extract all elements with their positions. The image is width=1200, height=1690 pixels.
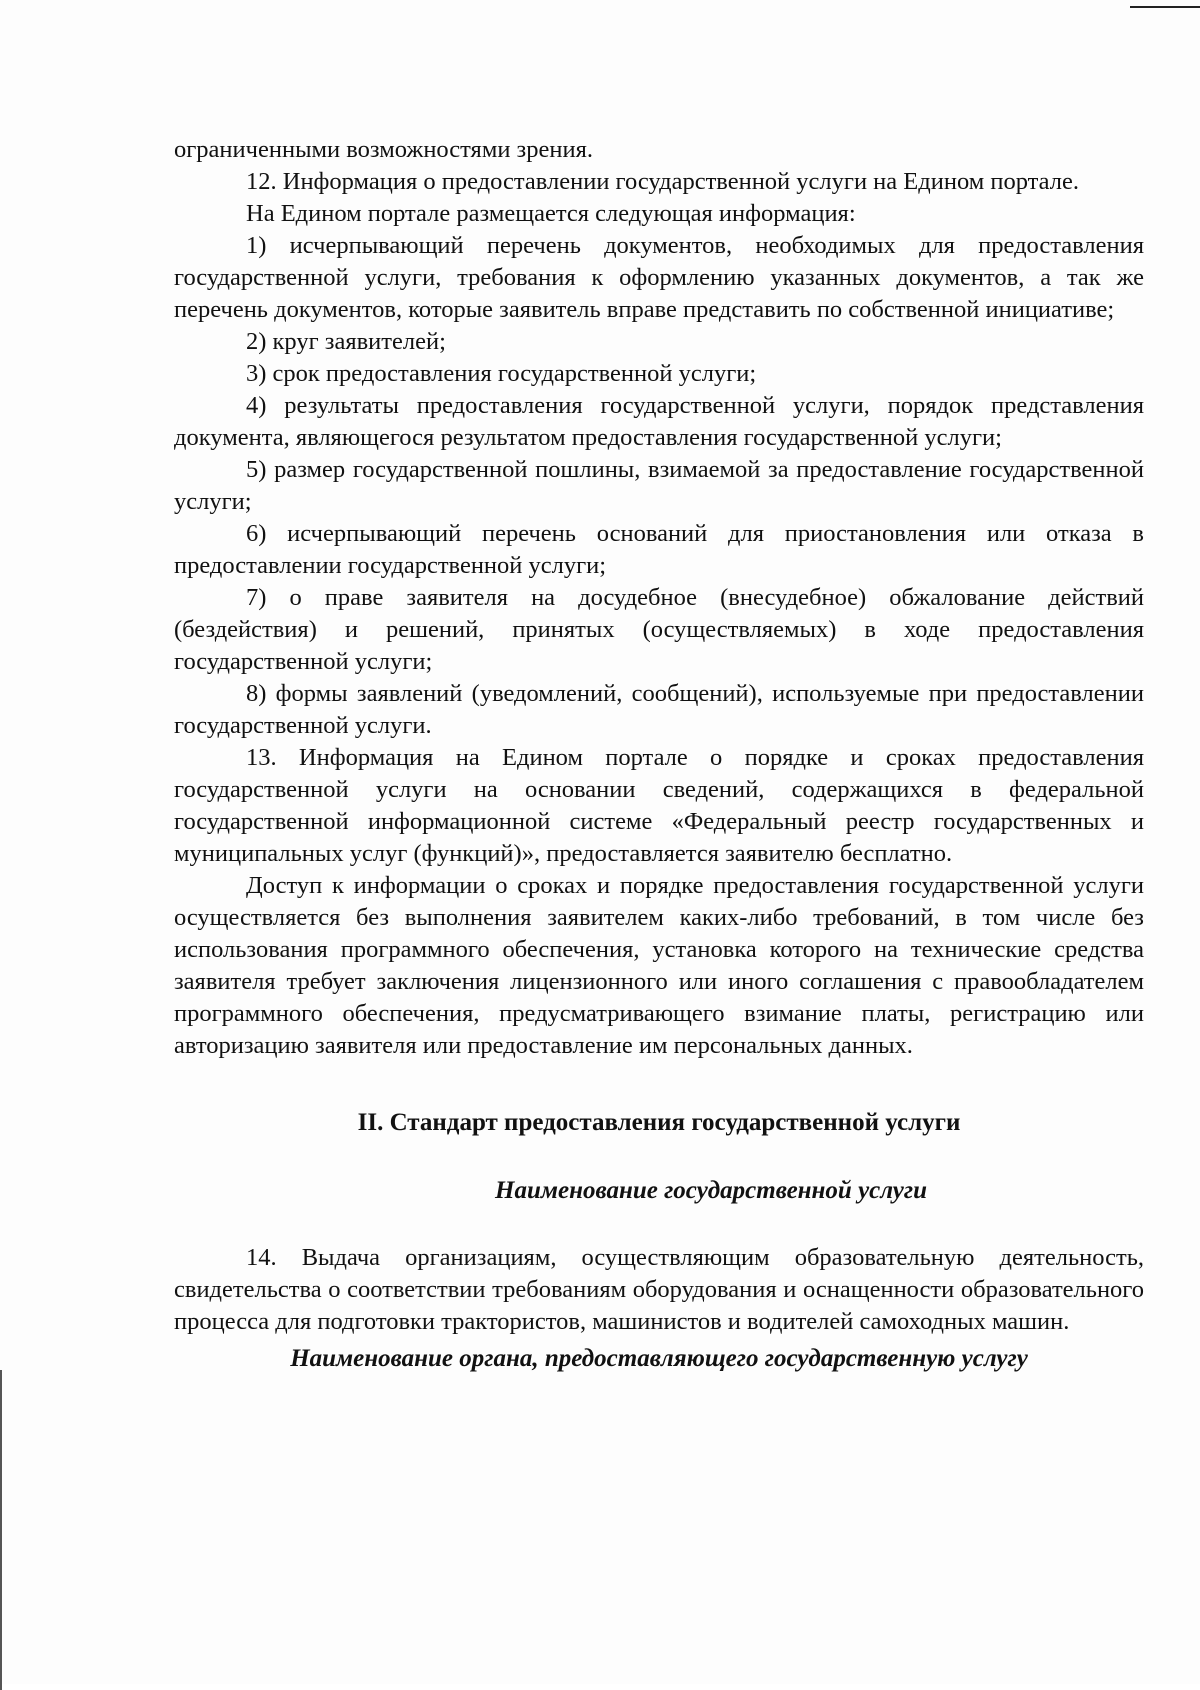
paragraph: 12. Информация о предоставлении государственной услуги на Едином портале. bbox=[246, 168, 1079, 195]
subheading-service-name: Наименование государственной услуги bbox=[495, 1177, 927, 1204]
paragraph: На Едином портале размещается следующая информация: bbox=[246, 200, 856, 227]
paragraph: 3) срок предоставления государственной услуги; bbox=[246, 360, 757, 387]
paragraph: 5) размер государственной пошлины, взимаемой за предоставление государственной услуги; bbox=[174, 456, 1144, 515]
paragraph: 2) круг заявителей; bbox=[246, 328, 446, 355]
section-heading: II. Стандарт предоставления государственной услуги bbox=[357, 1109, 961, 1136]
scan-edge-mark bbox=[1130, 6, 1200, 8]
paragraph: Доступ к информации о сроках и порядке предоставления государственной услуги осуществляется без выполнения заявителем каких-либо требований, в том числе без использования программного обеспечения, установка которого на технические средства заявителя требует заключения лицензионного или иного соглашения с правообладателем программного обеспечения, предусматривающего взимание платы, регистрацию или авторизацию заявителя или предоставление им персональных данных. bbox=[174, 872, 1144, 1059]
subheading-authority: Наименование органа, предоставляющего государственную услугу bbox=[290, 1345, 1028, 1372]
document-body bbox=[174, 134, 1144, 1376]
paragraph: 8) формы заявлений (уведомлений, сообщений), используемые при предоставлении государственной услуги. bbox=[174, 680, 1144, 739]
paragraph: 13. Информация на Едином портале о порядке и сроках предоставления государственной услуги на основании сведений, содержащихся в федеральной государственной информационной системе «Федеральный реестр государственных и муниципальных услуг (функций)», предоставляется заявителю бесплатно. bbox=[174, 744, 1144, 867]
paragraph: 1) исчерпывающий перечень документов, необходимых для предоставления государственной услуги, требования к оформлению указанных документов, а так же перечень документов, которые заявитель вправе представить по собственной инициативе; bbox=[174, 232, 1144, 323]
paragraph-14: 14. Выдача организациям, осуществляющим образовательную деятельность, свидетельства о соответствии требованиям оборудования и оснащенности образовательного процесса для подготовки трактористов, машинистов и водителей самоходных машин. bbox=[174, 1244, 1144, 1335]
paragraph: 6) исчерпывающий перечень оснований для приостановления или отказа в предоставлении государственной услуги; bbox=[174, 520, 1144, 579]
paragraph: 4) результаты предоставления государственной услуги, порядок представления документа, являющегося результатом предоставления государственной услуги; bbox=[174, 392, 1144, 451]
paragraph: ограниченными возможностями зрения. bbox=[174, 136, 593, 163]
paragraph: 7) о праве заявителя на досудебное (внесудебное) обжалование действий (бездействия) и решений, принятых (осуществляемых) в ходе предоставления государственной услуги; bbox=[174, 584, 1144, 675]
scan-edge-mark bbox=[0, 1370, 2, 1690]
paragraph-group bbox=[174, 134, 1144, 1062]
